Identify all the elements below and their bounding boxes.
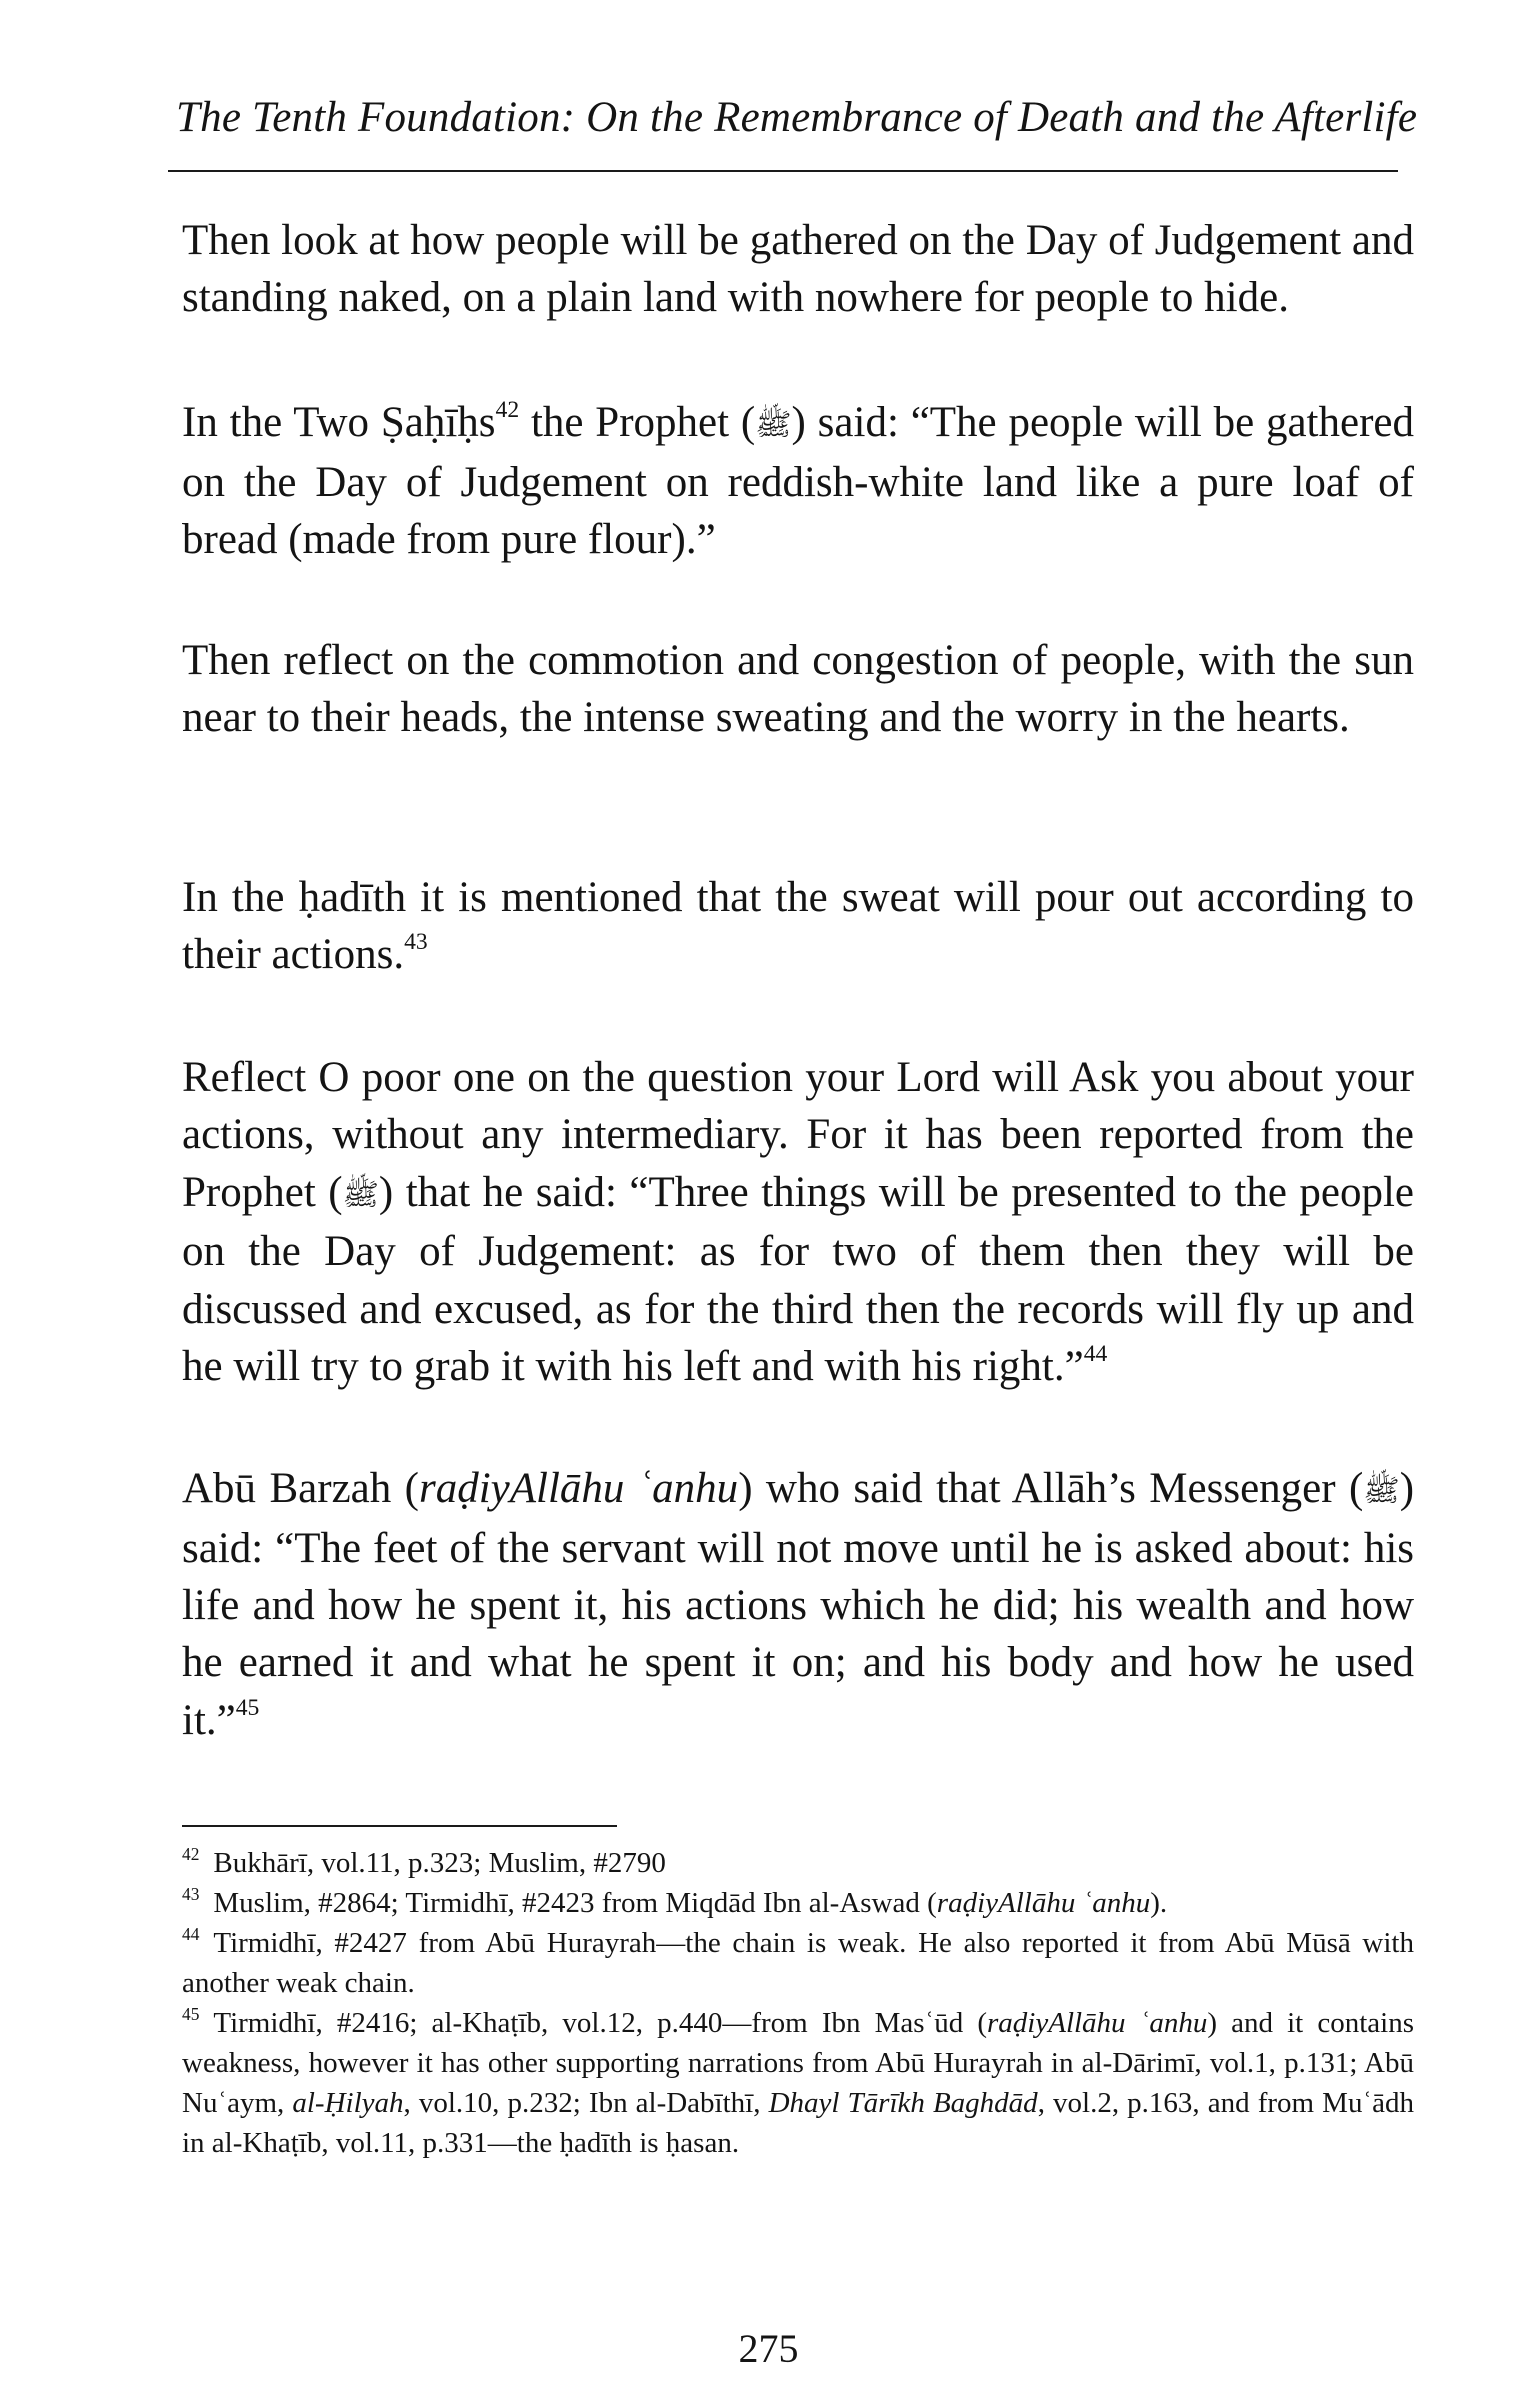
paragraph-5-part-b: ) that he said: “Three things will be presented to the people on the Day of Judgement: as for two of them then they will be discussed and excused, as for the third then the records will fly up and he will try to grab it with his left and with his right.” — [182, 1168, 1414, 1390]
footnote-43-part-a: Muslim, #2864; Tirmidhī, #2423 from Miqdād Ibn al-Aswad ( — [213, 1887, 937, 1919]
paragraph-5 — [182, 1049, 1414, 1395]
paragraph-5-part-a: Reflect O poor one on the question your Lord will Ask you about your actions, without any intermediary. For it has been reported from the Prophet ( — [182, 1054, 1414, 1216]
footnote-number: 43 — [182, 1883, 200, 1904]
footnote-ref-44[interactable]: 44 — [1083, 1341, 1108, 1368]
paragraph-6-text — [182, 1460, 1414, 1749]
paragraph-2 — [182, 394, 1414, 568]
paragraph-6-part-b: ) who said that Allāh’s Messenger ( — [738, 1465, 1364, 1512]
paragraph-6 — [182, 1460, 1414, 1749]
header-rule — [168, 170, 1398, 172]
paragraph-1 — [182, 212, 1414, 327]
footnote-45-part-c: , vol.10, p.232; Ibn al-Dabīthī, — [403, 2087, 769, 2119]
paragraph-2-part-c: ) said: “The people will be gathered on the Day of Judgement on reddish-white land like a pure loaf of bread (made from pure flour).” — [182, 399, 1414, 564]
paragraph-2-text — [182, 394, 1414, 568]
paragraph-6-part-c: ) said: “The feet of the servant will not move until he is asked about: his life and how he spent it, his actions which he did; his wealth and how he earned it and what he spent it on; and his body and how he used it.” — [182, 1465, 1415, 1744]
salutation-glyph: ﷺ — [342, 1177, 379, 1212]
footnote-44 — [182, 1923, 1414, 2003]
footnote-ref-42[interactable]: 42 — [495, 397, 520, 424]
footnote-45-part-b: ) and it contains weakness, however it has other supporting narrations from Abū Hurayrah in al-Dārimī, vol.1, p.131; Abū Nuʿaym, — [182, 2007, 1415, 2119]
footnote-43-italic: raḍiyAllāhu ʿanhu — [936, 1887, 1151, 1919]
paragraph-2-part-b: the Prophet ( — [519, 399, 756, 446]
footnotes — [182, 1843, 1414, 2163]
footnote-42 — [182, 1843, 1414, 1883]
page-number: 275 — [738, 2326, 799, 2371]
paragraph-3-text: Then reflect on the commotion and congestion of people, with the sun near to their heads, the intense sweating and the worry in the hearts. — [182, 637, 1414, 742]
footnote-45-part-d: , vol.2, p.163, and from Muʿādh in al-Khaṭīb, vol.11, p.331—the ḥadīth is ḥasan. — [182, 2087, 1414, 2159]
footnote-number: 44 — [182, 1923, 200, 1944]
paragraph-6-part-a: Abū Barzah ( — [182, 1465, 419, 1512]
footnote-number: 45 — [182, 2003, 200, 2024]
footnote-ref-43[interactable]: 43 — [404, 929, 428, 956]
footnote-45-italic-2: al-Ḥilyah — [292, 2087, 404, 2119]
footnote-44-text: Tirmidhī, #2427 from Abū Hurayrah—the chain is weak. He also reported it from Abū Mūsā with another weak chain. — [182, 1927, 1414, 1999]
paragraph-3 — [182, 632, 1414, 747]
footnote-42-text: Bukhārī, vol.11, p.323; Muslim, #2790 — [213, 1847, 666, 1879]
footnote-43 — [182, 1883, 1414, 1923]
footnote-45-part-a: Tirmidhī, #2416; al-Khaṭīb, vol.12, p.440—from Ibn Masʿūd ( — [213, 2007, 988, 2039]
paragraph-4-part-a: In the ḥadīth it is mentioned that the sweat will pour out according to their actions. — [182, 874, 1414, 979]
footnote-45 — [182, 2003, 1414, 2163]
footnote-ref-45[interactable]: 45 — [235, 1694, 260, 1721]
footnote-45-italic-3: Dhayl Tārīkh Baghdād — [768, 2087, 1038, 2119]
paragraph-4 — [182, 869, 1414, 984]
footnote-rule — [182, 1825, 617, 1827]
salutation-glyph: ﷺ — [1363, 1473, 1400, 1508]
footnote-45-italic-1: raḍiyAllāhu ʿanhu — [987, 2007, 1208, 2039]
paragraph-4-text — [182, 869, 1414, 984]
paragraph-6-italic: raḍiyAllāhu ʿanhu — [419, 1465, 739, 1512]
footnote-number: 42 — [182, 1843, 200, 1864]
paragraph-1-text: Then look at how people will be gathered on the Day of Judgement and standing naked, on a plain land with nowhere for people to hide. — [182, 217, 1414, 322]
paragraph-2-part-a: In the Two Ṣaḥīḥs — [182, 399, 496, 446]
footnote-43-part-b: ). — [1150, 1887, 1168, 1919]
running-header: The Tenth Foundation: On the Remembrance of Death and the Afterlife — [176, 94, 1418, 141]
salutation-glyph: ﷺ — [755, 407, 792, 442]
paragraph-5-text — [182, 1049, 1414, 1395]
